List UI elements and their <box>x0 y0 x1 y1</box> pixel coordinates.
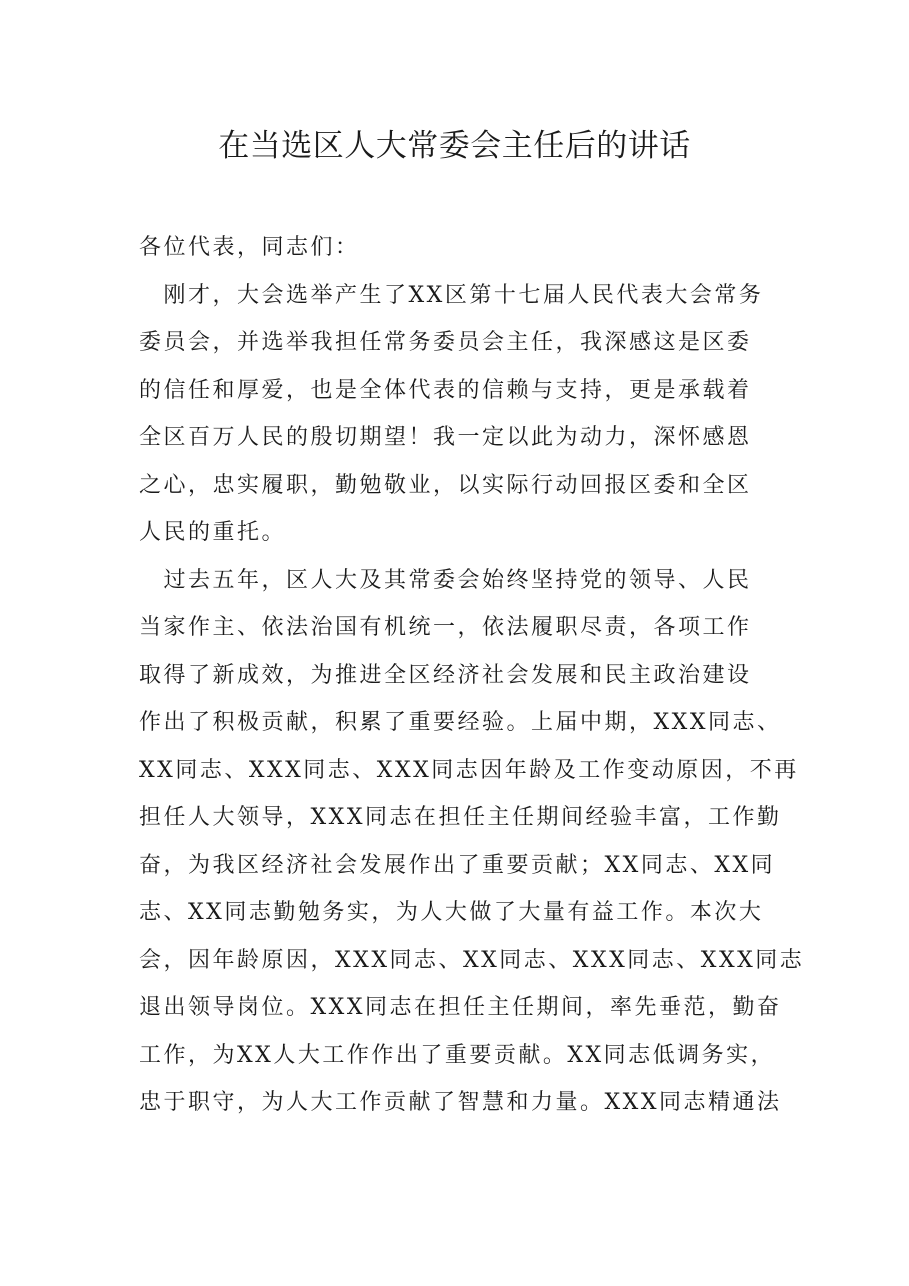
text-line: XX同志、XXX同志、XXX同志因年龄及工作变动原因，不再 <box>139 757 799 783</box>
text-line: 当家作主、依法治国有机统一，依法履职尽责，各项工作 <box>139 615 752 640</box>
text-line: 委员会，并选举我担任常务委员会主任，我深感这是区委 <box>139 330 752 355</box>
text-line: 过去五年，区人大及其常委会始终坚持党的领导、人民 <box>139 567 752 593</box>
text-line: 奋，为我区经济社会发展作出了重要贡献；XX同志、XX同 <box>139 852 776 878</box>
text-line: 工作，为XX人大工作作出了重要贡献。XX同志低调务实， <box>139 1042 776 1068</box>
text-line: 作出了积极贡献，积累了重要经验。上届中期，XXX同志、 <box>139 710 782 735</box>
text-line: 退出领导岗位。XXX同志在担任主任期间，率先垂范，勤奋 <box>139 995 782 1020</box>
text-line: 会，因年龄原因，XXX同志、XX同志、XXX同志、XXX同志 <box>139 947 805 973</box>
text-line: 取得了新成效，为推进全区经济社会发展和民主政治建设 <box>139 662 752 688</box>
text-line: 忠于职守，为人大工作贡献了智慧和力量。XXX同志精通法 <box>139 1090 782 1115</box>
text-line: 人民的重托。 <box>139 520 287 545</box>
document-body <box>139 224 805 1127</box>
text-line: 之心，忠实履职，勤勉敬业，以实际行动回报区委和全区 <box>139 472 752 498</box>
text-line: 刚才，大会选举产生了XX区第十七届人民代表大会常务 <box>139 282 764 308</box>
salutation-line: 各位代表，同志们： <box>139 235 360 260</box>
text-line: 的信任和厚爱，也是全体代表的信赖与支持，更是承载着 <box>139 377 752 403</box>
document-title: 在当选区人大常委会主任后的讲话 <box>218 128 691 164</box>
text-line: 担任人大领导，XXX同志在担任主任期间经验丰富，工作勤 <box>139 805 782 830</box>
text-line: 志、XX同志勤勉务实，为人大做了大量有益工作。本次大 <box>139 900 764 925</box>
text-line: 全区百万人民的殷切期望！我一定以此为动力，深怀感恩 <box>139 425 752 450</box>
